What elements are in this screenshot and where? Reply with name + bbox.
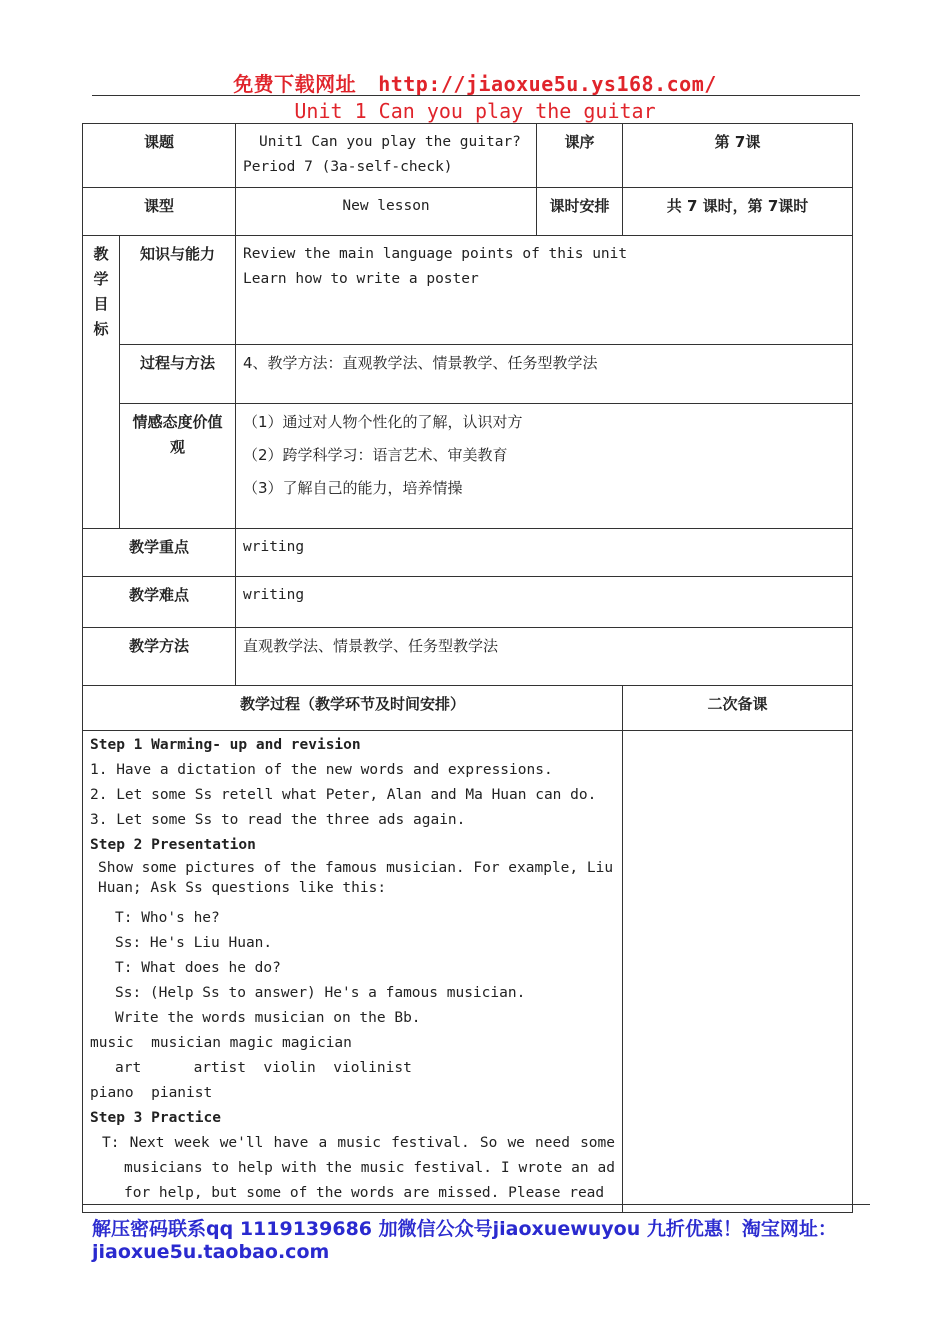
knowledge-label: 知识与能力 (120, 236, 236, 345)
difficulty-label: 教学难点 (83, 577, 236, 628)
step-1-item: 2. Let some Ss retell what Peter, Alan and Ma Huan can do. (90, 787, 597, 803)
emotion-value (236, 404, 853, 529)
key-point-value: writing (236, 529, 853, 577)
process-header: 教学过程（教学环节及时间安排） (83, 686, 623, 731)
process-method-label: 过程与方法 (120, 345, 236, 404)
topic-label: 课题 (83, 124, 236, 188)
lesson-plan-table (82, 123, 853, 1213)
banner-url-link[interactable]: http://jiaoxue5u.ys168.com/ (378, 72, 717, 96)
knowledge-line-2: Learn how to write a poster (243, 271, 479, 287)
dialog-line: T: Who's he? (115, 910, 220, 926)
goal-char: 学 (93, 270, 109, 288)
topic-line-2: Period 7 (3a-self-check) (243, 159, 453, 175)
lesson-type-value: New lesson (236, 188, 537, 236)
lesson-type-label: 课型 (83, 188, 236, 236)
method-value: 直观教学法、情景教学、任务型教学法 (236, 628, 853, 686)
goal-char: 目 (93, 295, 109, 313)
emotion-label: 情感态度价值观 (120, 404, 236, 529)
goal-char: 教 (93, 245, 109, 263)
footer-rule (82, 1204, 870, 1205)
topic-line-1: Unit1 Can you play the guitar? (259, 134, 521, 150)
emotion-item: （1）通过对人物个性化的了解，认识对方 (243, 413, 523, 431)
topic-value (236, 124, 537, 188)
step-1-heading: Step 1 Warming- up and revision (90, 737, 361, 753)
dialog-line: Write the words musician on the Bb. (115, 1010, 421, 1026)
step-2-heading: Step 2 Presentation (90, 837, 256, 853)
schedule-value: 共 7 课时，第 7课时 (623, 188, 853, 236)
footer-contact: 解压密码联系qq 1119139686 加微信公众号jiaoxuewuyou 九折优惠！淘宝网址：jiaoxue5u.taobao.com (92, 1218, 837, 1263)
order-value: 第 7课 (623, 124, 853, 188)
key-point-label: 教学重点 (83, 529, 236, 577)
goal-char: 标 (93, 320, 109, 338)
schedule-label: 课时安排 (537, 188, 623, 236)
download-banner (0, 68, 950, 97)
difficulty-value: writing (236, 577, 853, 628)
step-3-text: T: Next week we'll have a music festival. So we need some musicians to help with the music festival. I wrote an ad for help, but some of the words are missed. Please read (102, 1135, 616, 1201)
revision-header: 二次备课 (623, 686, 853, 731)
header-rule (92, 95, 860, 96)
knowledge-value (236, 236, 853, 345)
step-1-item: 3. Let some Ss to read the three ads again. (90, 812, 466, 828)
emotion-item: （2）跨学科学习：语言艺术、审美教育 (243, 446, 508, 464)
teaching-goals-label (83, 236, 120, 529)
dialog-line: Ss: He's Liu Huan. (115, 935, 273, 951)
word-row: music musician magic magician (90, 1035, 352, 1051)
word-row: art artist violin violinist (115, 1060, 412, 1076)
knowledge-line-1: Review the main language points of this unit (243, 246, 628, 262)
emotion-item: （3）了解自己的能力，培养情操 (243, 479, 463, 497)
revision-notes (623, 731, 853, 1213)
teaching-process (83, 731, 623, 1213)
step-3-heading: Step 3 Practice (90, 1110, 221, 1126)
document-title: Unit 1 Can you play the guitar (294, 99, 656, 123)
step-1-item: 1. Have a dictation of the new words and expressions. (90, 762, 553, 778)
banner-label: 免费下载网址 (233, 72, 357, 96)
dialog-line: T: What does he do? (115, 960, 281, 976)
word-row: piano pianist (90, 1085, 213, 1101)
dialog-line: Ss: (Help Ss to answer) He's a famous musician. (115, 985, 526, 1001)
step-2-intro: Show some pictures of the famous musician. For example, Liu Huan; Ask Ss questions like this: (98, 860, 614, 896)
order-label: 课序 (537, 124, 623, 188)
process-method-value: 4、教学方法：直观教学法、情景教学、任务型教学法 (236, 345, 853, 404)
method-label: 教学方法 (83, 628, 236, 686)
